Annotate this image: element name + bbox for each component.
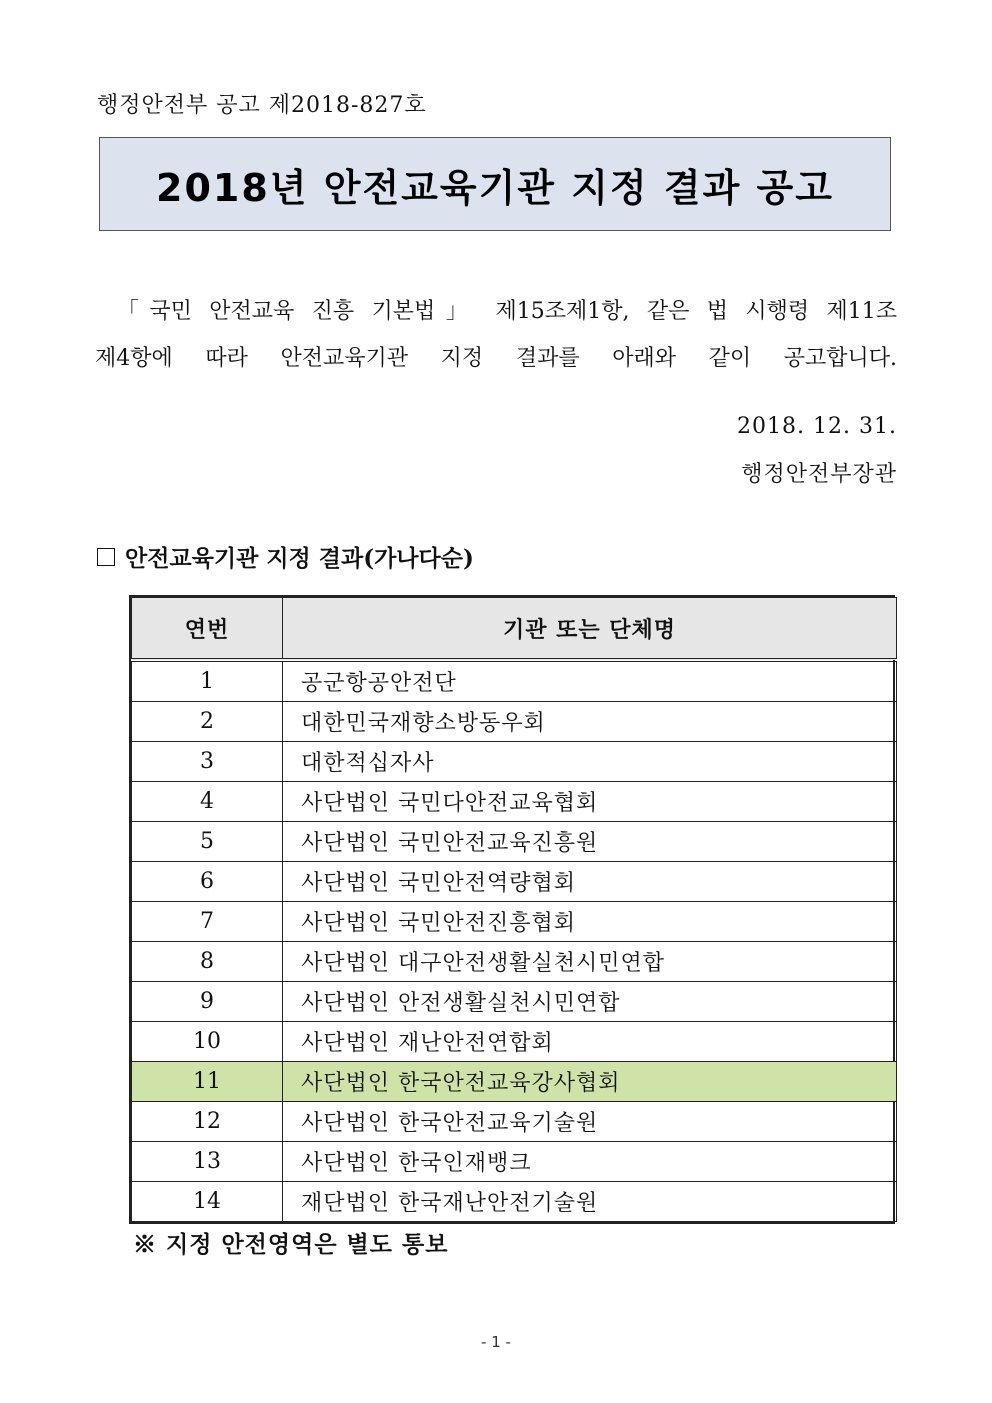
row-institution-name: 사단법인 국민안전진흥협회 <box>283 902 897 942</box>
table-row <box>132 1022 897 1062</box>
row-institution-name: 사단법인 국민안전교육진흥원 <box>283 822 897 862</box>
row-institution-name: 사단법인 재난안전연합회 <box>283 1022 897 1062</box>
row-institution-name: 대한적십자사 <box>283 742 897 782</box>
header-number: 연번 <box>132 598 283 661</box>
table-row <box>132 862 897 902</box>
row-institution-name: 사단법인 국민안전역량협회 <box>283 862 897 902</box>
institutions-table-frame <box>129 595 895 1224</box>
row-number: 12 <box>132 1102 283 1142</box>
body-paragraph <box>95 288 897 382</box>
table-row <box>132 660 897 702</box>
row-number: 9 <box>132 982 283 1022</box>
checkbox-icon <box>97 548 115 566</box>
table-row <box>132 1182 897 1222</box>
institutions-table-wrap <box>129 595 895 1224</box>
table-header-row <box>132 598 897 661</box>
notice-number: 행정안전부 공고 제2018-827호 <box>97 93 427 118</box>
body-line-1: 「국민 안전교육 진흥 기본법」 제15조제1항, 같은 법 시행령 제11조 <box>117 299 897 324</box>
table-body <box>132 660 897 1222</box>
table-row <box>132 1102 897 1142</box>
row-number: 6 <box>132 862 283 902</box>
page-title: 2018년 안전교육기관 지정 결과 공고 <box>156 165 834 210</box>
row-institution-name: 사단법인 안전생활실천시민연합 <box>283 982 897 1022</box>
footnote: ※ 지정 안전영역은 별도 통보 <box>133 1231 449 1258</box>
section-heading-text: 안전교육기관 지정 결과(가나다순) <box>125 545 474 572</box>
table-row <box>132 902 897 942</box>
row-institution-name: 사단법인 국민다안전교육협회 <box>283 782 897 822</box>
title-box <box>99 137 891 231</box>
institutions-table <box>131 597 897 1222</box>
row-number: 2 <box>132 702 283 742</box>
table-row <box>132 702 897 742</box>
row-institution-name: 재단법인 한국재난안전기술원 <box>283 1182 897 1222</box>
notice-date: 2018. 12. 31. <box>737 414 897 439</box>
row-institution-name: 사단법인 한국안전교육강사협회 <box>283 1062 897 1102</box>
body-line-2: 제4항에 따라 안전교육기관 지정 결과를 아래와 같이 공고합니다. <box>95 346 897 371</box>
row-institution-name: 대한민국재향소방동우회 <box>283 702 897 742</box>
row-number: 7 <box>132 902 283 942</box>
signer: 행정안전부장관 <box>741 462 897 487</box>
section-heading <box>97 540 474 573</box>
row-number: 14 <box>132 1182 283 1222</box>
row-number: 3 <box>132 742 283 782</box>
row-number: 5 <box>132 822 283 862</box>
table-row <box>132 782 897 822</box>
table-row <box>132 1062 897 1102</box>
row-institution-name: 사단법인 한국안전교육기술원 <box>283 1102 897 1142</box>
row-number: 1 <box>132 660 283 702</box>
row-number: 8 <box>132 942 283 982</box>
row-institution-name: 사단법인 대구안전생활실천시민연합 <box>283 942 897 982</box>
row-number: 10 <box>132 1022 283 1062</box>
table-row <box>132 822 897 862</box>
table-row <box>132 942 897 982</box>
page-number: - 1 - <box>481 1333 511 1351</box>
row-institution-name: 사단법인 한국인재뱅크 <box>283 1142 897 1182</box>
row-number: 4 <box>132 782 283 822</box>
row-number: 11 <box>132 1062 283 1102</box>
table-row <box>132 1142 897 1182</box>
table-row <box>132 982 897 1022</box>
table-row <box>132 742 897 782</box>
header-name: 기관 또는 단체명 <box>283 598 897 661</box>
row-institution-name: 공군항공안전단 <box>283 660 897 702</box>
row-number: 13 <box>132 1142 283 1182</box>
